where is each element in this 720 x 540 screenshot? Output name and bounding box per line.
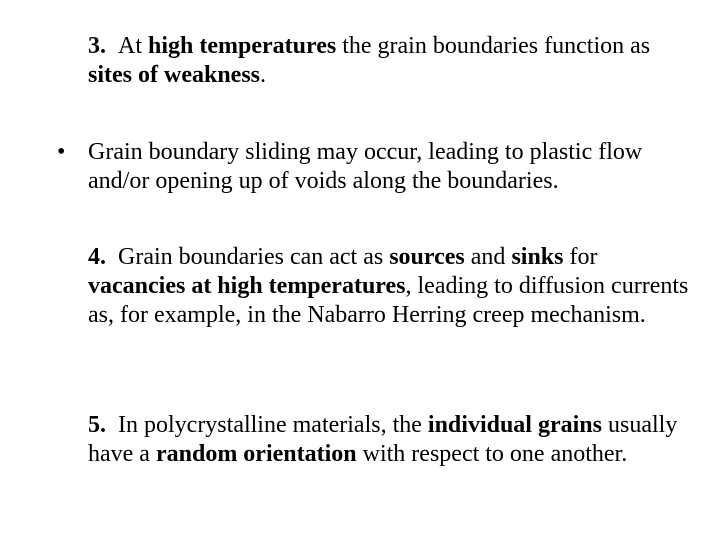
emphasis-text: sites of weakness bbox=[88, 62, 260, 88]
item-text: Grain boundaries can act as bbox=[118, 244, 390, 270]
item-text: with respect to one another. bbox=[356, 441, 628, 467]
item-number: 5. bbox=[88, 412, 106, 438]
item-number: 4. bbox=[88, 244, 106, 270]
list-item-5 bbox=[88, 411, 698, 469]
item-text: , leading to diffusion currents as, for example, in the Nabarro Herring creep mechanism. bbox=[88, 273, 689, 328]
emphasis-text: sinks bbox=[511, 244, 564, 270]
item-text: At bbox=[118, 33, 148, 59]
item-text: the grain boundaries function as bbox=[336, 33, 651, 59]
emphasis-text: high temperatures bbox=[148, 33, 337, 59]
emphasis-text: individual grains bbox=[427, 412, 602, 438]
bullet-item bbox=[57, 138, 698, 196]
list-item-4 bbox=[88, 243, 698, 330]
item-text: . bbox=[260, 62, 266, 88]
emphasis-text: random orientation bbox=[155, 441, 357, 467]
bullet-text: Grain boundary sliding may occur, leading to plastic flow and/or opening up of voids along the boundaries. bbox=[88, 139, 643, 194]
emphasis-text: sources bbox=[389, 244, 465, 270]
bullet-icon: • bbox=[57, 139, 66, 165]
item-number: 3. bbox=[88, 33, 106, 59]
list-item-3 bbox=[88, 32, 698, 90]
item-text: and bbox=[464, 244, 512, 270]
item-text: In polycrystalline materials, the bbox=[118, 412, 428, 438]
item-text: for bbox=[563, 244, 598, 270]
item-text: usually have a bbox=[88, 412, 678, 467]
emphasis-text: vacancies at high temperatures bbox=[88, 273, 406, 299]
